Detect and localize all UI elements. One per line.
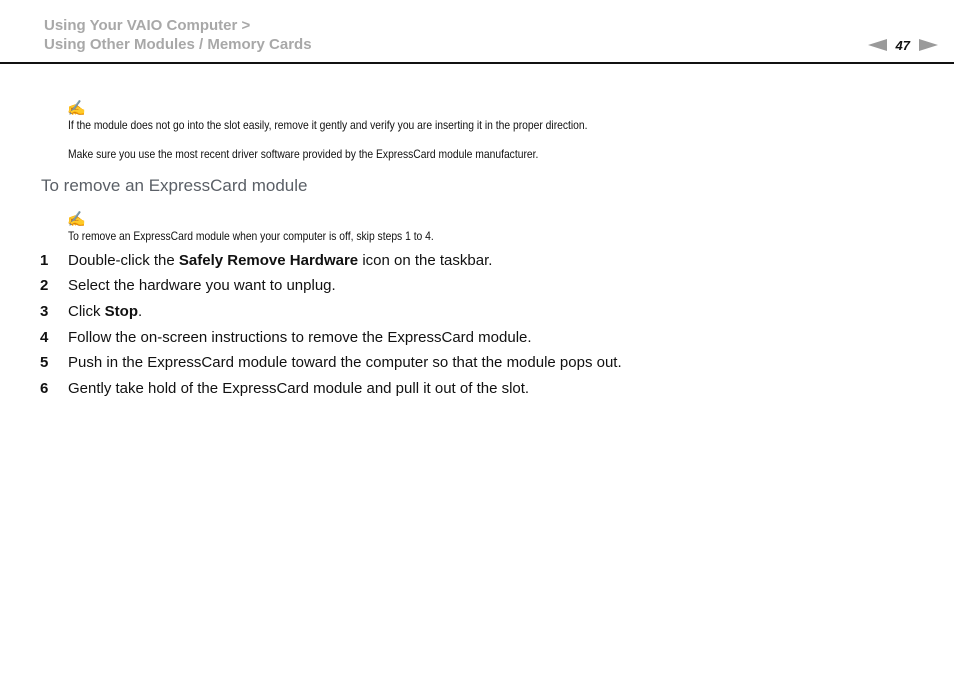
- step-text: Push in the ExpressCard module toward the computer so that the module pops out.: [68, 354, 622, 371]
- step-number: 6: [40, 380, 49, 397]
- step-text: Double-click the: [68, 252, 179, 269]
- step-text-end: icon on the taskbar.: [358, 252, 493, 269]
- step-bold-text: Safely Remove Hardware: [178, 252, 359, 269]
- note-text-1: If the module does not go into the slot easily, remove it gently and verify you are inserting it in the proper direction.: [68, 118, 588, 132]
- step-item: [40, 354, 622, 371]
- step-text: Click: [68, 303, 105, 320]
- previous-page-icon[interactable]: [868, 39, 887, 51]
- step-text: Gently take hold of the ExpressCard module and pull it out of the slot.: [68, 380, 530, 397]
- page-number: 47: [895, 37, 910, 53]
- note-text-3: To remove an ExpressCard module when your computer is off, skip steps 1 to 4.: [68, 229, 434, 243]
- step-text: Select the hardware you want to unplug.: [68, 277, 336, 294]
- step-item: [40, 252, 492, 269]
- page-navigation: [868, 37, 938, 53]
- section-title: To remove an ExpressCard module: [41, 176, 308, 195]
- step-item: [40, 329, 532, 346]
- step-item: [40, 277, 336, 294]
- note-text-2: Make sure you use the most recent driver software provided by the ExpressCard module manufacturer.: [68, 147, 539, 161]
- step-number: 2: [40, 277, 49, 294]
- header-divider: [0, 62, 954, 64]
- breadcrumb-line-1[interactable]: Using Your VAIO Computer >: [44, 17, 251, 34]
- step-item: [40, 303, 142, 320]
- step-text-end: .: [138, 303, 143, 320]
- step-number: 4: [40, 329, 49, 346]
- step-item: [40, 380, 529, 397]
- pencil-note-icon: ✍: [67, 100, 86, 117]
- step-bold-text: Stop: [104, 303, 138, 320]
- next-page-icon[interactable]: [919, 39, 938, 51]
- step-number: 1: [40, 252, 49, 269]
- step-text: Follow the on-screen instructions to remove the ExpressCard module.: [68, 329, 532, 346]
- pencil-note-icon: ✍: [67, 211, 86, 228]
- step-number: 5: [40, 354, 49, 371]
- step-number: 3: [40, 303, 49, 320]
- page-header: [0, 0, 954, 64]
- breadcrumb-line-2[interactable]: Using Other Modules / Memory Cards: [44, 36, 312, 53]
